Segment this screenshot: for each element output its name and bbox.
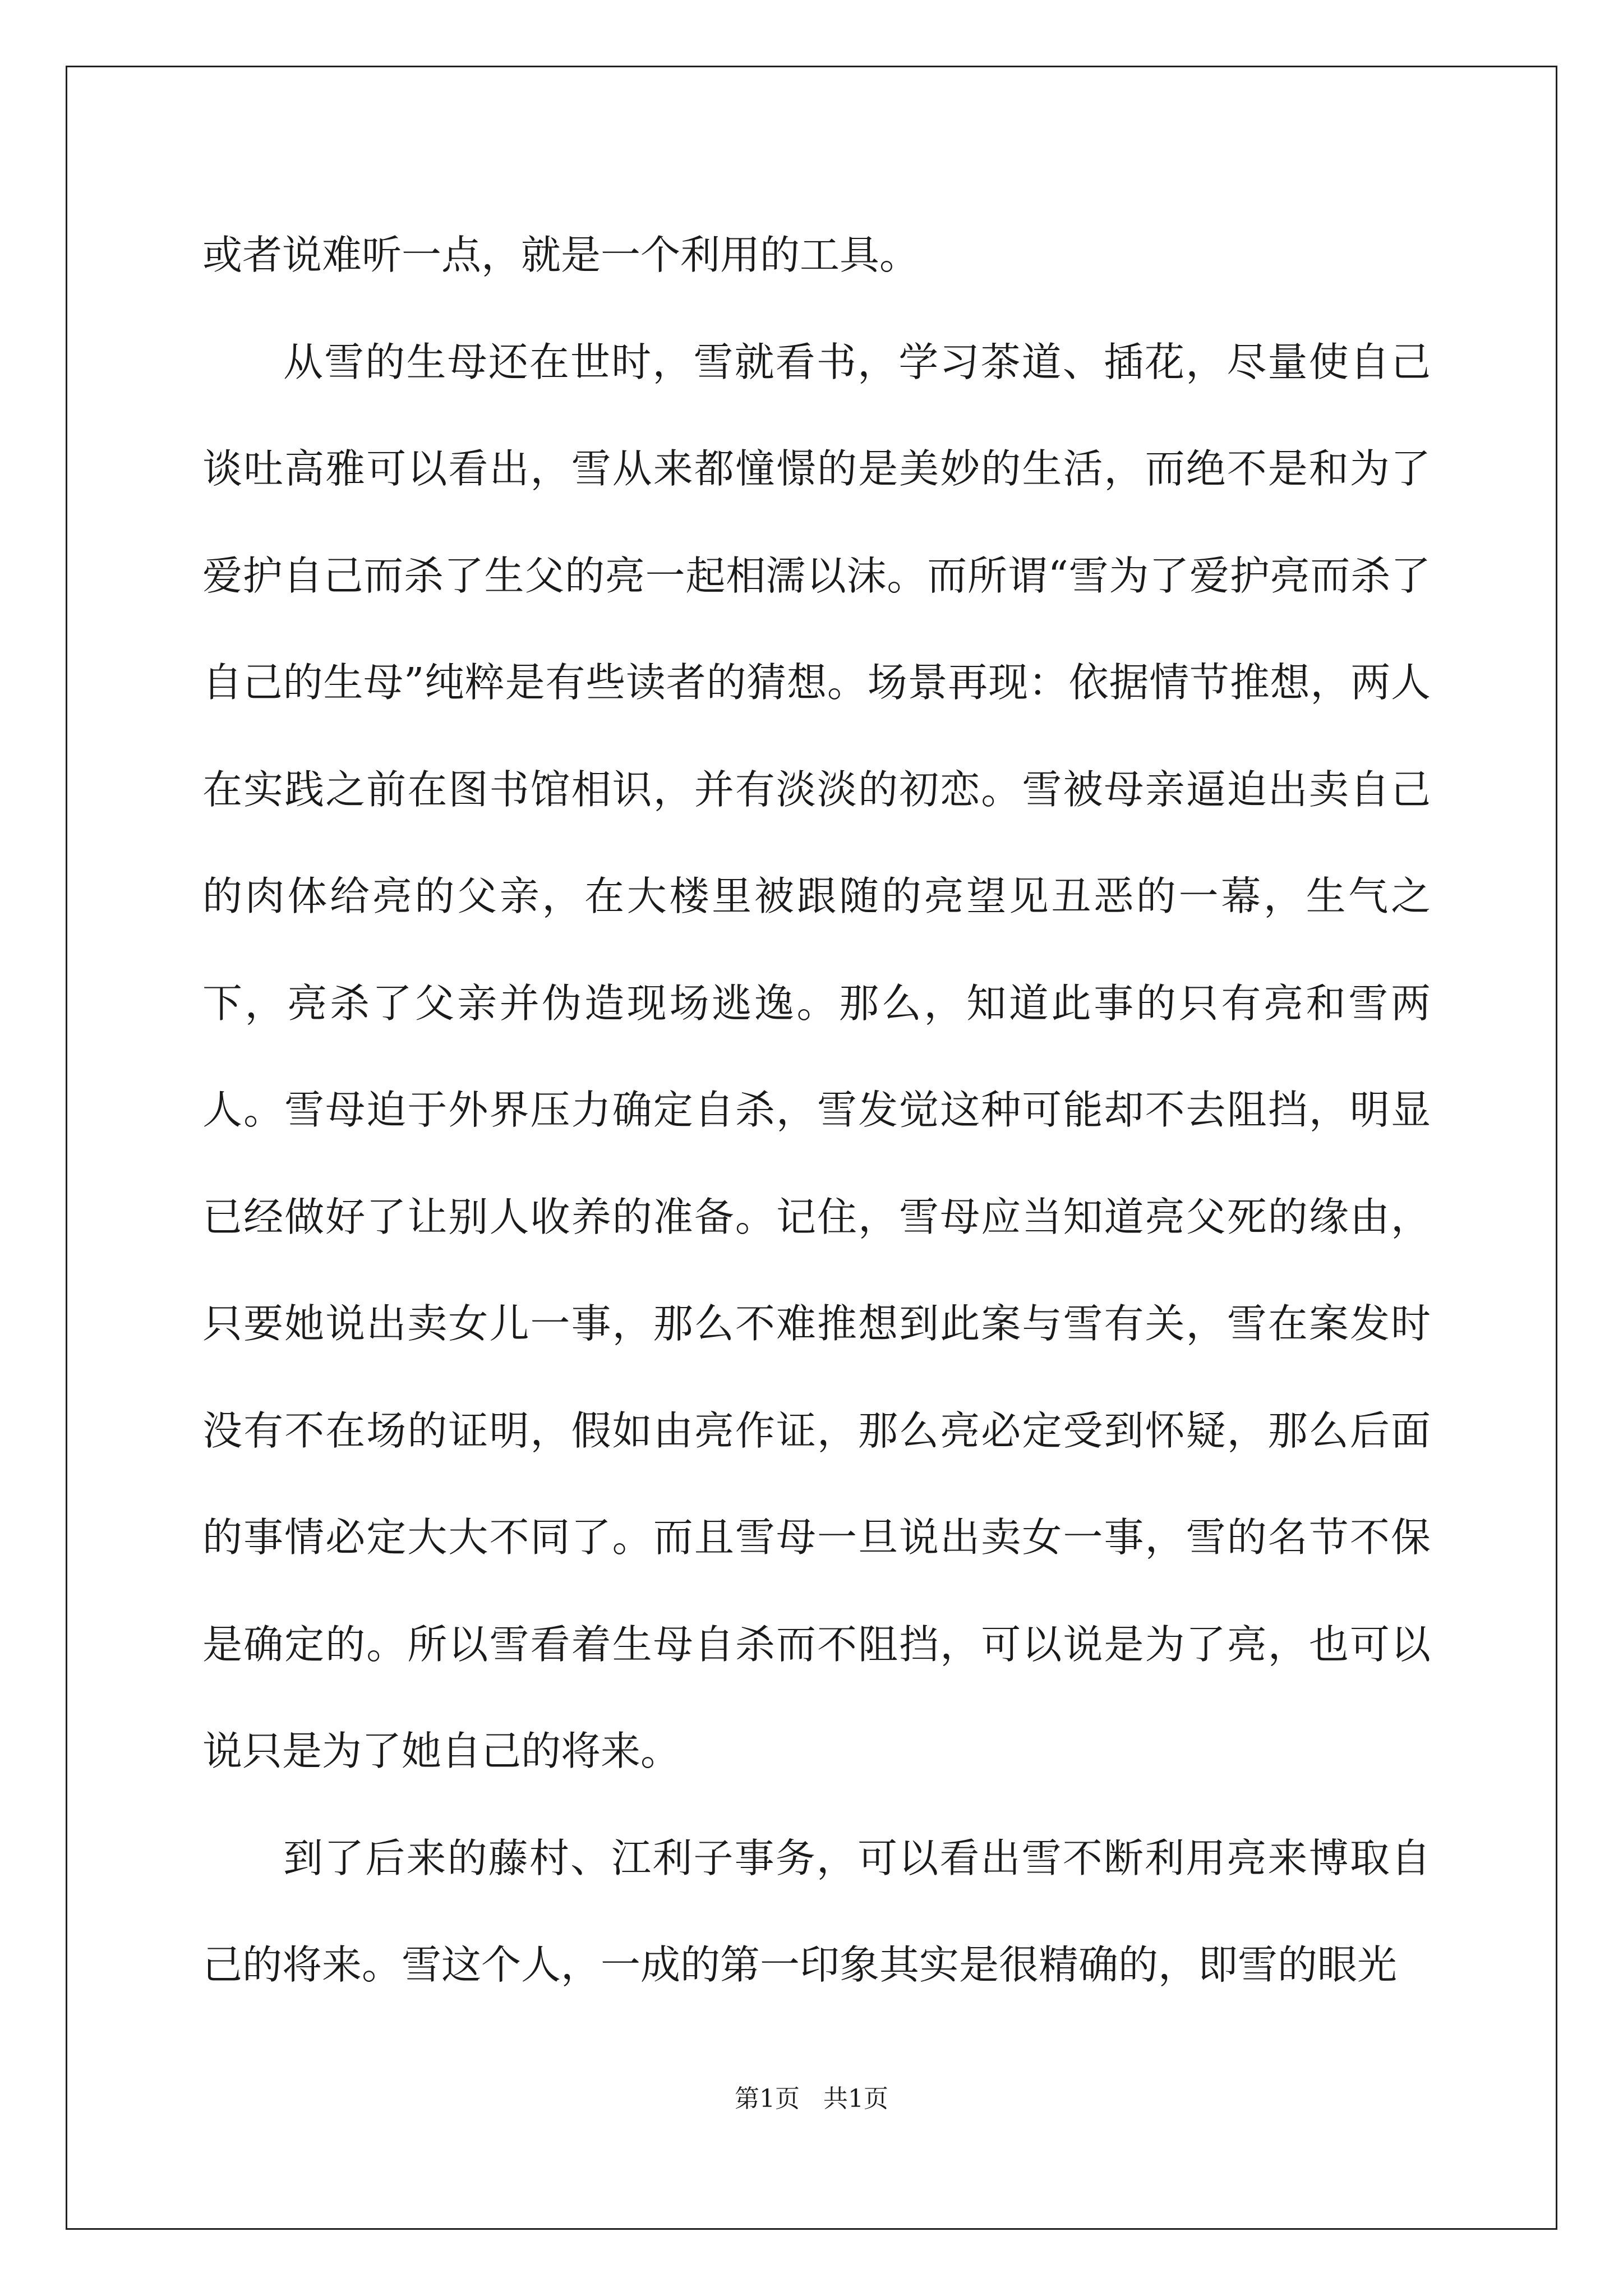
paragraph-1: 或者说难听一点，就是一个利用的工具。 xyxy=(202,232,920,278)
page-footer: 第1页 共1页 xyxy=(735,2085,888,2113)
document-body xyxy=(202,202,1431,2019)
paragraph-3: 到了后来的藤村、江利子事务，可以看出雪不断利用亮来博取自己的将来。雪这个人，一成的第一印象其实是很精确的，即雪的眼光 xyxy=(202,1834,1431,1988)
paragraph-2: 从雪的生母还在世时，雪就看书，学习茶道、插花，尽量使自己谈吐高雅可以看出，雪从来都憧憬的是美妙的生活，而绝不是和为了爱护自己而杀了生父的亮一起相濡以沫。而所谓“雪为了爱护亮而杀了自己的生母”纯粹是有些读者的猜想。场景再现：依据情节推想，两人在实践之前在图书馆相识，并有淡淡的初恋。雪被母亲逼迫出卖自己的肉体给亮的父亲，在大楼里被跟随的亮望见丑恶的一幕，生气之下，亮杀了父亲并伪造现场逃逸。那么，知道此事的只有亮和雪两人。雪母迫于外界压力确定自杀，雪发觉这种可能却不去阻挡，明显已经做好了让别人收养的准备。记住，雪母应当知道亮父死的缘由，只要她说出卖女儿一事，那么不难推想到此案与雪有关，雪在案发时没有不在场的证明，假如由亮作证，那么亮必定受到怀疑，那么后面的事情必定大大不同了。而且雪母一旦说出卖女一事，雪的名节不保是确定的。所以雪看着生母自杀而不阻挡，可以说是为了亮，也可以说只是为了她自己的将来。 xyxy=(202,338,1431,1774)
